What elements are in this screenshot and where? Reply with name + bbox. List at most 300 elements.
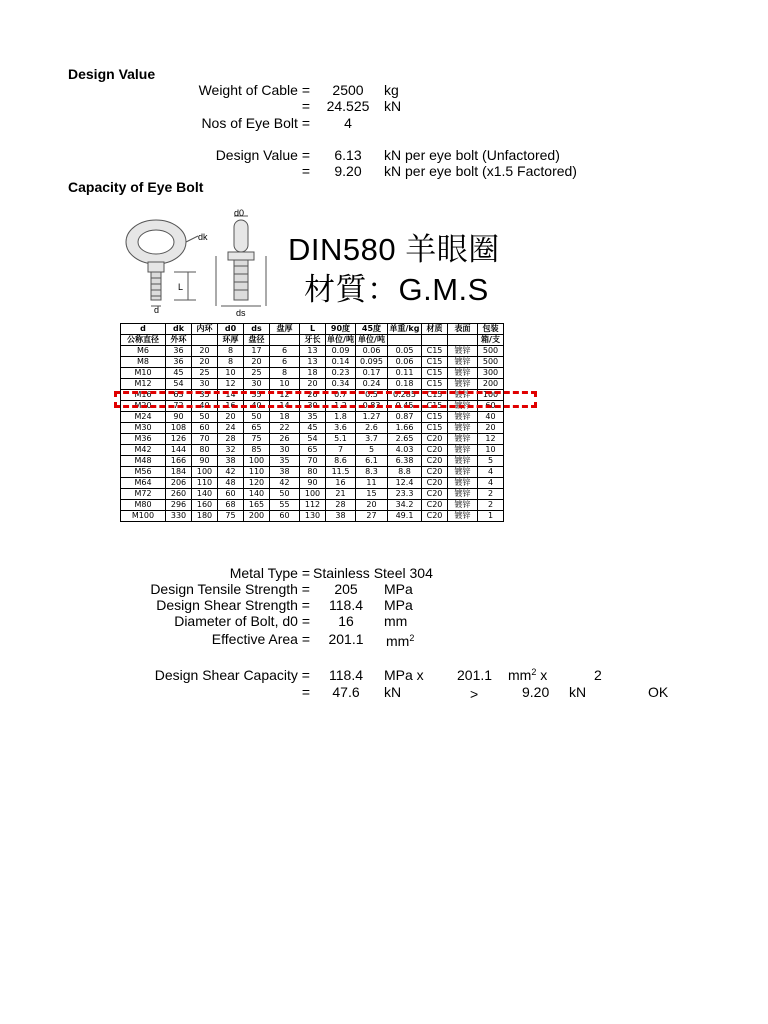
table-cell: 10 <box>478 445 504 456</box>
table-cell: 80 <box>192 445 218 456</box>
table-cell: 140 <box>192 489 218 500</box>
table-row <box>121 357 504 368</box>
bolt-diameter-label: Diameter of Bolt, d0 = <box>174 613 310 629</box>
table-cell: C20 <box>422 456 448 467</box>
table-cell: 13 <box>300 346 326 357</box>
table-cell: M64 <box>121 478 166 489</box>
tensile-strength-value: 205 <box>334 581 358 597</box>
table-cell: 镀锌 <box>448 357 478 368</box>
table-cell: 26 <box>270 434 300 445</box>
table-cell: 60 <box>478 401 504 412</box>
table-cell: 镀锌 <box>448 489 478 500</box>
table-cell: 200 <box>244 511 270 522</box>
effective-area-value: 201.1 <box>328 631 364 647</box>
eq-sign: = <box>301 98 310 114</box>
table-cell: 90 <box>300 478 326 489</box>
table-cell: 36 <box>166 346 192 357</box>
table-cell: 90 <box>192 456 218 467</box>
table-cell: 3.7 <box>356 434 388 445</box>
table-cell: C20 <box>422 511 448 522</box>
table-cell: 内环 <box>192 324 218 335</box>
table-cell: 22 <box>270 423 300 434</box>
table-cell: M30 <box>121 423 166 434</box>
shear-capacity-result-unit: kN <box>384 684 402 700</box>
design-value-unit: kN per eye bolt (Unfactored) <box>384 147 560 163</box>
table-cell: 14 <box>218 390 244 401</box>
table-cell: 1.66 <box>388 423 422 434</box>
table-cell: 镀锌 <box>448 368 478 379</box>
table-row <box>121 456 504 467</box>
table-cell: 盘厚 <box>270 324 300 335</box>
table-cell: 6 <box>270 346 300 357</box>
design-value-factored: 9.20 <box>334 163 362 179</box>
table-cell: 20 <box>192 346 218 357</box>
table-cell: 8 <box>270 368 300 379</box>
table-cell: 108 <box>166 423 192 434</box>
table-cell: 0.45 <box>388 401 422 412</box>
table-cell: 单位/吨 <box>327 335 354 344</box>
table-cell: 8 <box>218 357 244 368</box>
table-cell: 5 <box>356 445 388 456</box>
table-cell: 180 <box>192 511 218 522</box>
table-cell: 外环 <box>166 335 192 346</box>
table-cell: 25 <box>244 368 270 379</box>
table-cell: 70 <box>192 434 218 445</box>
table-cell: 32 <box>218 445 244 456</box>
table-cell: 20 <box>356 500 388 511</box>
design-value-value: 6.13 <box>334 147 362 163</box>
table-cell: 镀锌 <box>448 478 478 489</box>
table-cell: 112 <box>300 500 326 511</box>
table-cell: 12 <box>218 379 244 390</box>
table-cell: 8.8 <box>388 467 422 478</box>
table-row <box>121 511 504 522</box>
table-cell: d0 <box>218 324 244 335</box>
table-cell: M56 <box>121 467 166 478</box>
greater-than-sign: > <box>470 686 479 702</box>
table-cell: 20 <box>218 412 244 423</box>
table-cell: 200 <box>478 379 504 390</box>
table-cell <box>448 335 478 346</box>
table-cell: M12 <box>121 379 166 390</box>
table-cell: 140 <box>244 489 270 500</box>
table-cell: 55 <box>270 500 300 511</box>
table-cell: C20 <box>422 434 448 445</box>
table-cell: 0.87 <box>388 412 422 423</box>
table-cell: 镀锌 <box>448 500 478 511</box>
table-row <box>121 467 504 478</box>
table-cell: 26 <box>300 390 326 401</box>
metal-type-label: Metal Type = <box>229 565 310 581</box>
table-cell: 镀锌 <box>448 379 478 390</box>
din580-figure <box>116 206 536 538</box>
table-cell: M6 <box>121 346 166 357</box>
table-cell: M24 <box>121 412 166 423</box>
table-cell: 35 <box>192 390 218 401</box>
table-cell: 38 <box>326 511 356 522</box>
shear-capacity-unit2: $mm^2$ x <box>508 667 548 683</box>
table-cell: 54 <box>166 379 192 390</box>
design-value-heading: Design Value <box>68 66 156 82</box>
table-cell: 40 <box>192 401 218 412</box>
table-cell: 50 <box>244 412 270 423</box>
table-cell: 54 <box>300 434 326 445</box>
table-row <box>121 368 504 379</box>
table-cell: 330 <box>166 511 192 522</box>
table-cell: M80 <box>121 500 166 511</box>
table-cell <box>422 335 448 346</box>
metal-type-value: Stainless Steel 304 <box>313 565 433 581</box>
table-cell: 30 <box>244 379 270 390</box>
table-cell: 20 <box>300 379 326 390</box>
table-cell: 1.2 <box>326 401 356 412</box>
table-cell: 11 <box>356 478 388 489</box>
table-cell: 0.095 <box>356 357 388 368</box>
table-cell: 24 <box>218 423 244 434</box>
table-cell: 34.2 <box>388 500 422 511</box>
table-cell: 4.03 <box>388 445 422 456</box>
table-cell: C15 <box>422 390 448 401</box>
table-cell: 16 <box>326 478 356 489</box>
table-cell: 镀锌 <box>448 456 478 467</box>
table-cell: ds <box>244 324 270 335</box>
table-cell: 镀锌 <box>448 467 478 478</box>
shear-capacity-stress: 118.4 <box>329 667 363 683</box>
table-cell: 35 <box>300 412 326 423</box>
table-cell: 184 <box>166 467 192 478</box>
table-cell: 13 <box>300 357 326 368</box>
table-cell: 126 <box>166 434 192 445</box>
tensile-strength-unit: MPa <box>384 581 413 597</box>
table-cell: M72 <box>121 489 166 500</box>
table-cell: M42 <box>121 445 166 456</box>
table-cell: 牙长 <box>300 335 326 346</box>
nos-eye-bolt-label: Nos of Eye Bolt = <box>201 115 310 131</box>
tensile-strength-label: Design Tensile Strength = <box>150 581 310 597</box>
table-cell: 6.38 <box>388 456 422 467</box>
table-cell: 0.17 <box>356 368 388 379</box>
table-cell: 1 <box>478 511 504 522</box>
shear-capacity-result: 47.6 <box>332 684 360 700</box>
table-cell: C20 <box>422 478 448 489</box>
table-cell: 20 <box>478 423 504 434</box>
table-cell: 100 <box>192 467 218 478</box>
table-row <box>121 423 504 434</box>
table-cell: 2 <box>478 489 504 500</box>
table-header-row <box>121 324 504 335</box>
table-cell: 30 <box>300 401 326 412</box>
table-cell: 10 <box>218 368 244 379</box>
table-cell: 60 <box>218 489 244 500</box>
table-cell: 8.6 <box>326 456 356 467</box>
table-cell: C15 <box>422 412 448 423</box>
table-cell: 40 <box>244 401 270 412</box>
table-cell: 镀锌 <box>448 346 478 357</box>
weight-kn-value: 24.525 <box>326 98 370 114</box>
table-cell: C20 <box>422 467 448 478</box>
table-cell: 100 <box>478 390 504 401</box>
table-row <box>121 346 504 357</box>
table-cell: C15 <box>422 401 448 412</box>
shear-capacity-unit1: MPa x <box>384 667 424 683</box>
table-cell: 21 <box>326 489 356 500</box>
table-cell: 8 <box>218 346 244 357</box>
table-cell: C20 <box>422 445 448 456</box>
table-cell: 0.09 <box>326 346 356 357</box>
table-cell: 0.34 <box>326 379 356 390</box>
weight-kn-unit: kN <box>384 98 402 114</box>
eq-sign-factored: = <box>301 163 310 179</box>
compare-unit: kN <box>569 684 587 700</box>
effective-area-unit: $mm^2$ <box>386 633 415 649</box>
table-cell: 材质 <box>422 324 448 335</box>
dim-l-label: L <box>178 282 184 292</box>
table-cell: 镀锌 <box>448 445 478 456</box>
dim-dk-label: dk <box>198 232 208 242</box>
table-cell: 110 <box>192 478 218 489</box>
table-row <box>121 478 504 489</box>
table-cell: 8.3 <box>356 467 388 478</box>
table-cell: 100 <box>300 489 326 500</box>
table-cell: 单重/kg <box>388 324 422 335</box>
shear-strength-unit: MPa <box>384 597 413 613</box>
table-cell <box>270 335 300 346</box>
table-cell: 35 <box>244 390 270 401</box>
table-cell: 45 <box>300 423 326 434</box>
bolt-diameter-unit: mm <box>384 613 408 629</box>
table-cell: 盘径 <box>244 335 270 346</box>
table-cell: 85 <box>244 445 270 456</box>
table-cell: 0.5 <box>356 390 388 401</box>
table-cell: M10 <box>121 368 166 379</box>
table-cell: 镀锌 <box>448 434 478 445</box>
table-cell: 公称直径 <box>121 335 166 346</box>
table-row <box>121 434 504 445</box>
table-cell: 环厚 <box>218 335 244 346</box>
table-cell: 70 <box>300 456 326 467</box>
table-cell: 0.11 <box>388 368 422 379</box>
table-cell: 500 <box>478 357 504 368</box>
table-cell: 23.3 <box>388 489 422 500</box>
table-cell: 16 <box>218 401 244 412</box>
dim-d0-label: d0 <box>234 208 245 218</box>
table-cell: C15 <box>422 379 448 390</box>
table-row <box>121 445 504 456</box>
eye-bolt-drawing <box>116 206 286 318</box>
table-row <box>121 412 504 423</box>
table-cell: 17 <box>244 346 270 357</box>
table-cell: 0.06 <box>356 346 388 357</box>
design-value-label: Design Value = <box>215 147 310 163</box>
table-cell: 49.1 <box>388 511 422 522</box>
nos-eye-bolt-value: 4 <box>344 115 352 131</box>
m16-highlight-box <box>114 391 537 408</box>
table-cell: C15 <box>422 357 448 368</box>
table-cell: 65 <box>300 445 326 456</box>
table-cell: 160 <box>192 500 218 511</box>
table-cell: 镀锌 <box>448 390 478 401</box>
table-cell: 2.6 <box>356 423 388 434</box>
table-cell: 6 <box>270 357 300 368</box>
table-cell: 165 <box>244 500 270 511</box>
dim-d-label: d <box>154 305 160 315</box>
table-cell: 75 <box>244 434 270 445</box>
weight-label: Weight of Cable = <box>198 82 310 98</box>
table-cell: M8 <box>121 357 166 368</box>
table-cell: 18 <box>270 412 300 423</box>
table-cell: 11.5 <box>326 467 356 478</box>
table-cell: 60 <box>270 511 300 522</box>
table-cell: 144 <box>166 445 192 456</box>
table-cell <box>388 335 422 346</box>
table-cell: 2.65 <box>388 434 422 445</box>
table-cell: 50 <box>192 412 218 423</box>
table-cell: 38 <box>270 467 300 478</box>
table-cell: 48 <box>218 478 244 489</box>
table-cell: 18 <box>300 368 326 379</box>
shear-capacity-area: 201.1 <box>457 667 493 683</box>
table-cell: 60 <box>192 423 218 434</box>
shear-capacity-count: 2 <box>594 667 602 683</box>
table-cell: 6.1 <box>356 456 388 467</box>
bolt-diameter-value: 16 <box>338 613 354 629</box>
table-cell: 2 <box>478 500 504 511</box>
table-cell: 12.4 <box>388 478 422 489</box>
din580-material: 材質：G.M.S <box>304 272 489 307</box>
table-cell: 0.06 <box>388 357 422 368</box>
table-cell: 镀锌 <box>448 511 478 522</box>
table-cell: 12 <box>478 434 504 445</box>
table-cell: 28 <box>326 500 356 511</box>
table-cell <box>192 335 218 346</box>
dim-ds-label: ds <box>236 308 246 318</box>
table-cell: dk <box>166 324 192 335</box>
din580-title: DIN580 羊眼圈 <box>288 232 500 267</box>
table-cell: 260 <box>166 489 192 500</box>
table-cell: 0.18 <box>388 379 422 390</box>
table-cell: 45度 <box>356 324 388 335</box>
table-cell: 50 <box>270 489 300 500</box>
result-eq-sign: = <box>301 684 310 700</box>
table-cell: 15 <box>356 489 388 500</box>
table-cell: 1.8 <box>326 412 356 423</box>
table-cell: 7 <box>326 445 356 456</box>
table-cell: L <box>300 324 326 335</box>
table-cell: 表面 <box>448 324 478 335</box>
table-cell: 20 <box>192 357 218 368</box>
table-cell: 0.05 <box>388 346 422 357</box>
table-cell: C15 <box>422 368 448 379</box>
table-cell: 110 <box>244 467 270 478</box>
table-cell: 镀锌 <box>448 401 478 412</box>
table-cell: 10 <box>270 379 300 390</box>
table-header-row <box>121 335 504 346</box>
table-cell: 100 <box>244 456 270 467</box>
table-cell: 500 <box>478 346 504 357</box>
table-cell: 42 <box>270 478 300 489</box>
table-cell: 30 <box>270 445 300 456</box>
table-cell: C15 <box>422 423 448 434</box>
table-cell: 4 <box>478 467 504 478</box>
weight-value: 2500 <box>332 82 364 98</box>
capacity-heading: Capacity of Eye Bolt <box>68 179 204 195</box>
shear-strength-label: Design Shear Strength = <box>156 597 310 613</box>
din580-spec-table <box>120 323 504 522</box>
table-cell: 63 <box>166 390 192 401</box>
table-cell: M16 <box>121 390 166 401</box>
table-cell: 296 <box>166 500 192 511</box>
table-cell: 0.14 <box>326 357 356 368</box>
table-cell: 130 <box>300 511 326 522</box>
table-cell: 36 <box>166 357 192 368</box>
table-cell: 4 <box>478 478 504 489</box>
table-cell: 箱/支 <box>478 335 504 346</box>
check-status: OK <box>648 684 669 700</box>
table-cell: 0.23 <box>326 368 356 379</box>
shear-capacity-label: Design Shear Capacity = <box>154 667 310 683</box>
table-cell: 3.6 <box>326 423 356 434</box>
design-value-factored-unit: kN per eye bolt (x1.5 Factored) <box>384 163 577 179</box>
table-cell: 镀锌 <box>448 423 478 434</box>
table-cell: 20 <box>244 357 270 368</box>
table-cell: C20 <box>422 489 448 500</box>
table-cell: 包装 <box>478 324 504 335</box>
table-cell: 65 <box>244 423 270 434</box>
table-cell: 单位/吨 <box>356 335 388 346</box>
table-cell: 38 <box>218 456 244 467</box>
table-cell: 0.7 <box>326 390 356 401</box>
table-cell: 0.24 <box>356 379 388 390</box>
table-cell: C20 <box>422 500 448 511</box>
table-cell: M20 <box>121 401 166 412</box>
table-cell: 166 <box>166 456 192 467</box>
table-cell: 30 <box>192 379 218 390</box>
shear-strength-value: 118.4 <box>329 597 363 613</box>
table-cell: 28 <box>218 434 244 445</box>
table-cell: 45 <box>166 368 192 379</box>
table-cell: 14 <box>270 401 300 412</box>
table-cell: M48 <box>121 456 166 467</box>
table-cell: 镀锌 <box>448 412 478 423</box>
table-cell: 40 <box>478 412 504 423</box>
table-cell: 42 <box>218 467 244 478</box>
table-cell: d <box>121 324 166 335</box>
table-cell: 90 <box>166 412 192 423</box>
effective-area-label: Effective Area = <box>211 631 310 647</box>
table-cell: 5.1 <box>326 434 356 445</box>
table-cell: 68 <box>218 500 244 511</box>
table-cell: 5 <box>478 456 504 467</box>
table-cell: 25 <box>192 368 218 379</box>
table-row <box>121 500 504 511</box>
table-cell: 80 <box>300 467 326 478</box>
table-cell: 12 <box>270 390 300 401</box>
table-cell: 90度 <box>326 324 356 335</box>
table-cell: 1.27 <box>356 412 388 423</box>
table-cell: M36 <box>121 434 166 445</box>
table-cell: 75 <box>218 511 244 522</box>
table-cell: 120 <box>244 478 270 489</box>
table-cell: 0.285 <box>388 390 422 401</box>
weight-unit: kg <box>384 82 399 98</box>
table-cell: 35 <box>270 456 300 467</box>
table-cell: 206 <box>166 478 192 489</box>
table-row <box>121 379 504 390</box>
table-cell: 72 <box>166 401 192 412</box>
compare-value: 9.20 <box>522 684 550 700</box>
table-cell: 300 <box>478 368 504 379</box>
table-cell: 27 <box>356 511 388 522</box>
